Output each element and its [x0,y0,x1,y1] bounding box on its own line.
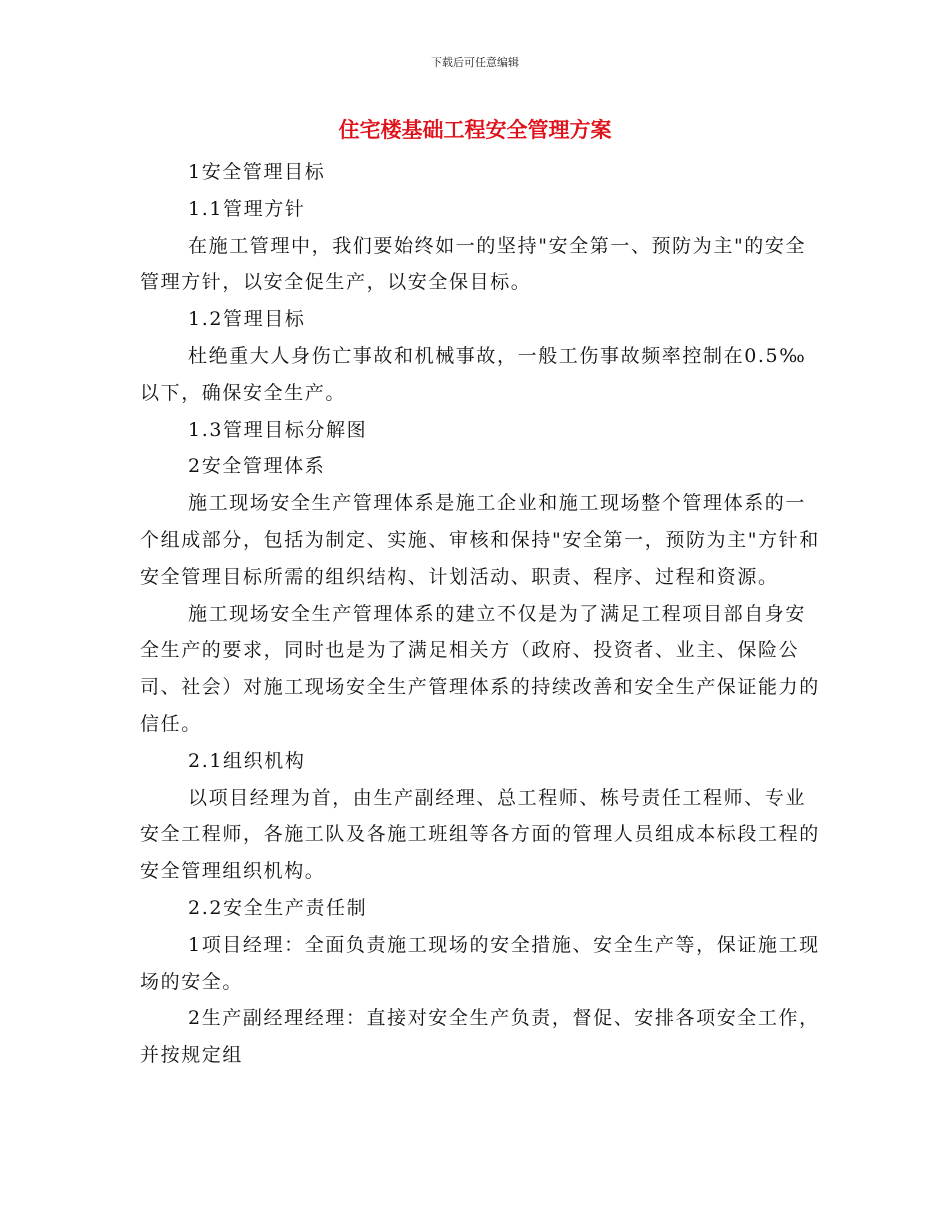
paragraph: 2生产副经理经理：直接对安全生产负责，督促、安排各项安全工作，并按规定组 [140,1007,820,1067]
paragraph-heading: 1安全管理目标 [188,161,326,183]
paragraph-subheading: 2.2安全生产责任制 [188,896,368,919]
header-note: 下载后可任意编辑 [431,56,519,69]
paragraph-subheading: 1.2管理目标 [188,308,306,331]
document-body [140,154,820,1074]
document-title: 住宅楼基础工程安全管理方案 [338,118,612,142]
paragraph-subheading: 1.1管理方针 [188,197,306,220]
paragraph-heading: 2安全管理体系 [188,455,326,478]
paragraph: 1项目经理：全面负责施工现场的安全措施、安全生产等，保证施工现场的安全。 [140,933,820,993]
paragraph: 以项目经理为首，由生产副经理、总工程师、栋号责任工程师、专业安全工程师，各施工队及各施工班组等各方面的管理人员组成本标段工程的安全管理组织机构。 [140,786,820,883]
paragraph-subheading: 1.3管理目标分解图 [188,418,368,441]
paragraph: 杜绝重大人身伤亡事故和机械事故，一般工伤事故频率控制在0.5‰以下，确保安全生产。 [140,344,807,404]
paragraph: 施工现场安全生产管理体系的建立不仅是为了满足工程项目部自身安全生产的要求，同时也是为了满足相关方（政府、投资者、业主、保险公司、社会）对施工现场安全生产管理体系的持续改善和安全生产保证能力的信任。 [140,602,820,735]
paragraph-subheading: 2.1组织机构 [188,749,306,772]
paragraph: 施工现场安全生产管理体系是施工企业和施工现场整个管理体系的一个组成部分，包括为制定、实施、审核和保持"安全第一，预防为主"方针和安全管理目标所需的组织结构、计划活动、职责、程序、过程和资源。 [140,492,820,588]
paragraph: 在施工管理中，我们要始终如一的坚持"安全第一、预防为主"的安全管理方针，以安全促生产，以安全保目标。 [140,234,807,294]
